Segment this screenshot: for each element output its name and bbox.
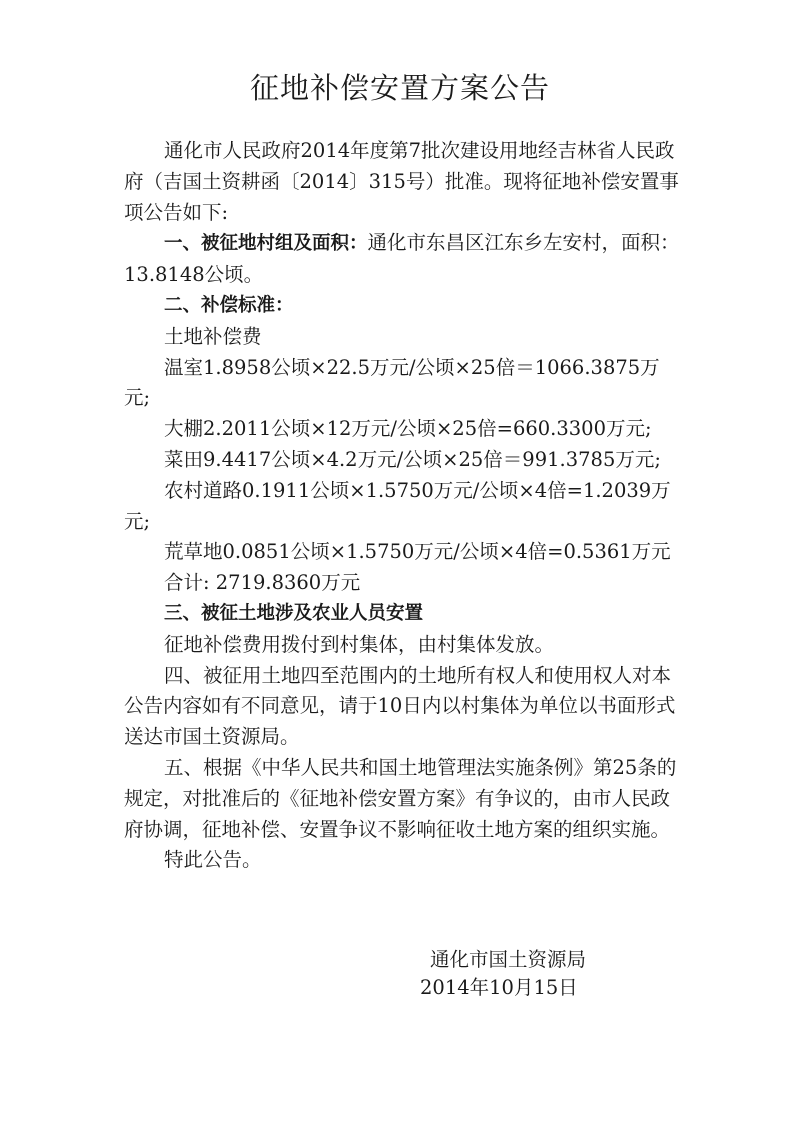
section1-paragraph — [124, 228, 684, 291]
compensation-item: 菜田9.4417公顷×4.2万元/公顷×25倍＝991.3785万元; — [164, 447, 661, 471]
compensation-item: 农村道路0.1911公顷×1.5750万元/公顷×4倍=1.2039万元; — [124, 478, 671, 533]
document-title: 征地补偿安置方案公告 — [249, 71, 550, 105]
intro-paragraph: 通化市人民政府2014年度第7批次建设用地经吉林省人民政府（吉国土资耕函〔2014〕315号）批准。现将征地补偿安置事项公告如下: — [124, 139, 679, 224]
total-line: 合计: 2719.8360万元 — [164, 571, 361, 595]
section2-subheading: 土地补偿费 — [164, 324, 262, 348]
section5-paragraph: 五、根据《中华人民共和国土地管理法实施条例》第25条的规定，对批准后的《征地补偿安置方案》有争议的，由市人民政府协调，征地补偿、安置争议不影响征收土地方案的组织实施。 — [124, 755, 677, 841]
section4-paragraph: 四、被征用土地四至范围内的土地所有权人和使用权人对本公告内容如有不同意见，请于10日内以村集体为单位以书面形式送达市国土资源局。 — [124, 663, 676, 749]
closing-line: 特此公告。 — [164, 848, 262, 872]
section1-heading: 一、被征地村组及面积： — [164, 233, 368, 255]
compensation-item: 温室1.8958公顷×22.5万元/公顷×25倍＝1066.3875万元; — [124, 355, 660, 410]
document-body — [124, 136, 684, 876]
section3-heading: 三、被征土地涉及农业人员安置 — [164, 602, 424, 624]
signature-date: 2014年10月15日 — [420, 976, 578, 999]
compensation-item: 荒草地0.0851公顷×1.5750万元/公顷×4倍=0.5361万元 — [164, 540, 671, 564]
section1-text: 通化市东昌区江东乡左安村，面积：13.8148公顷。 — [124, 231, 680, 287]
compensation-item: 大棚2.2011公顷×12万元/公顷×25倍=660.3300万元; — [164, 417, 652, 441]
section2-heading: 二、补偿标准： — [164, 294, 294, 316]
section3-text: 征地补偿费用拨付到村集体，由村集体发放。 — [164, 632, 555, 656]
signature-org: 通化市国土资源局 — [430, 948, 587, 971]
